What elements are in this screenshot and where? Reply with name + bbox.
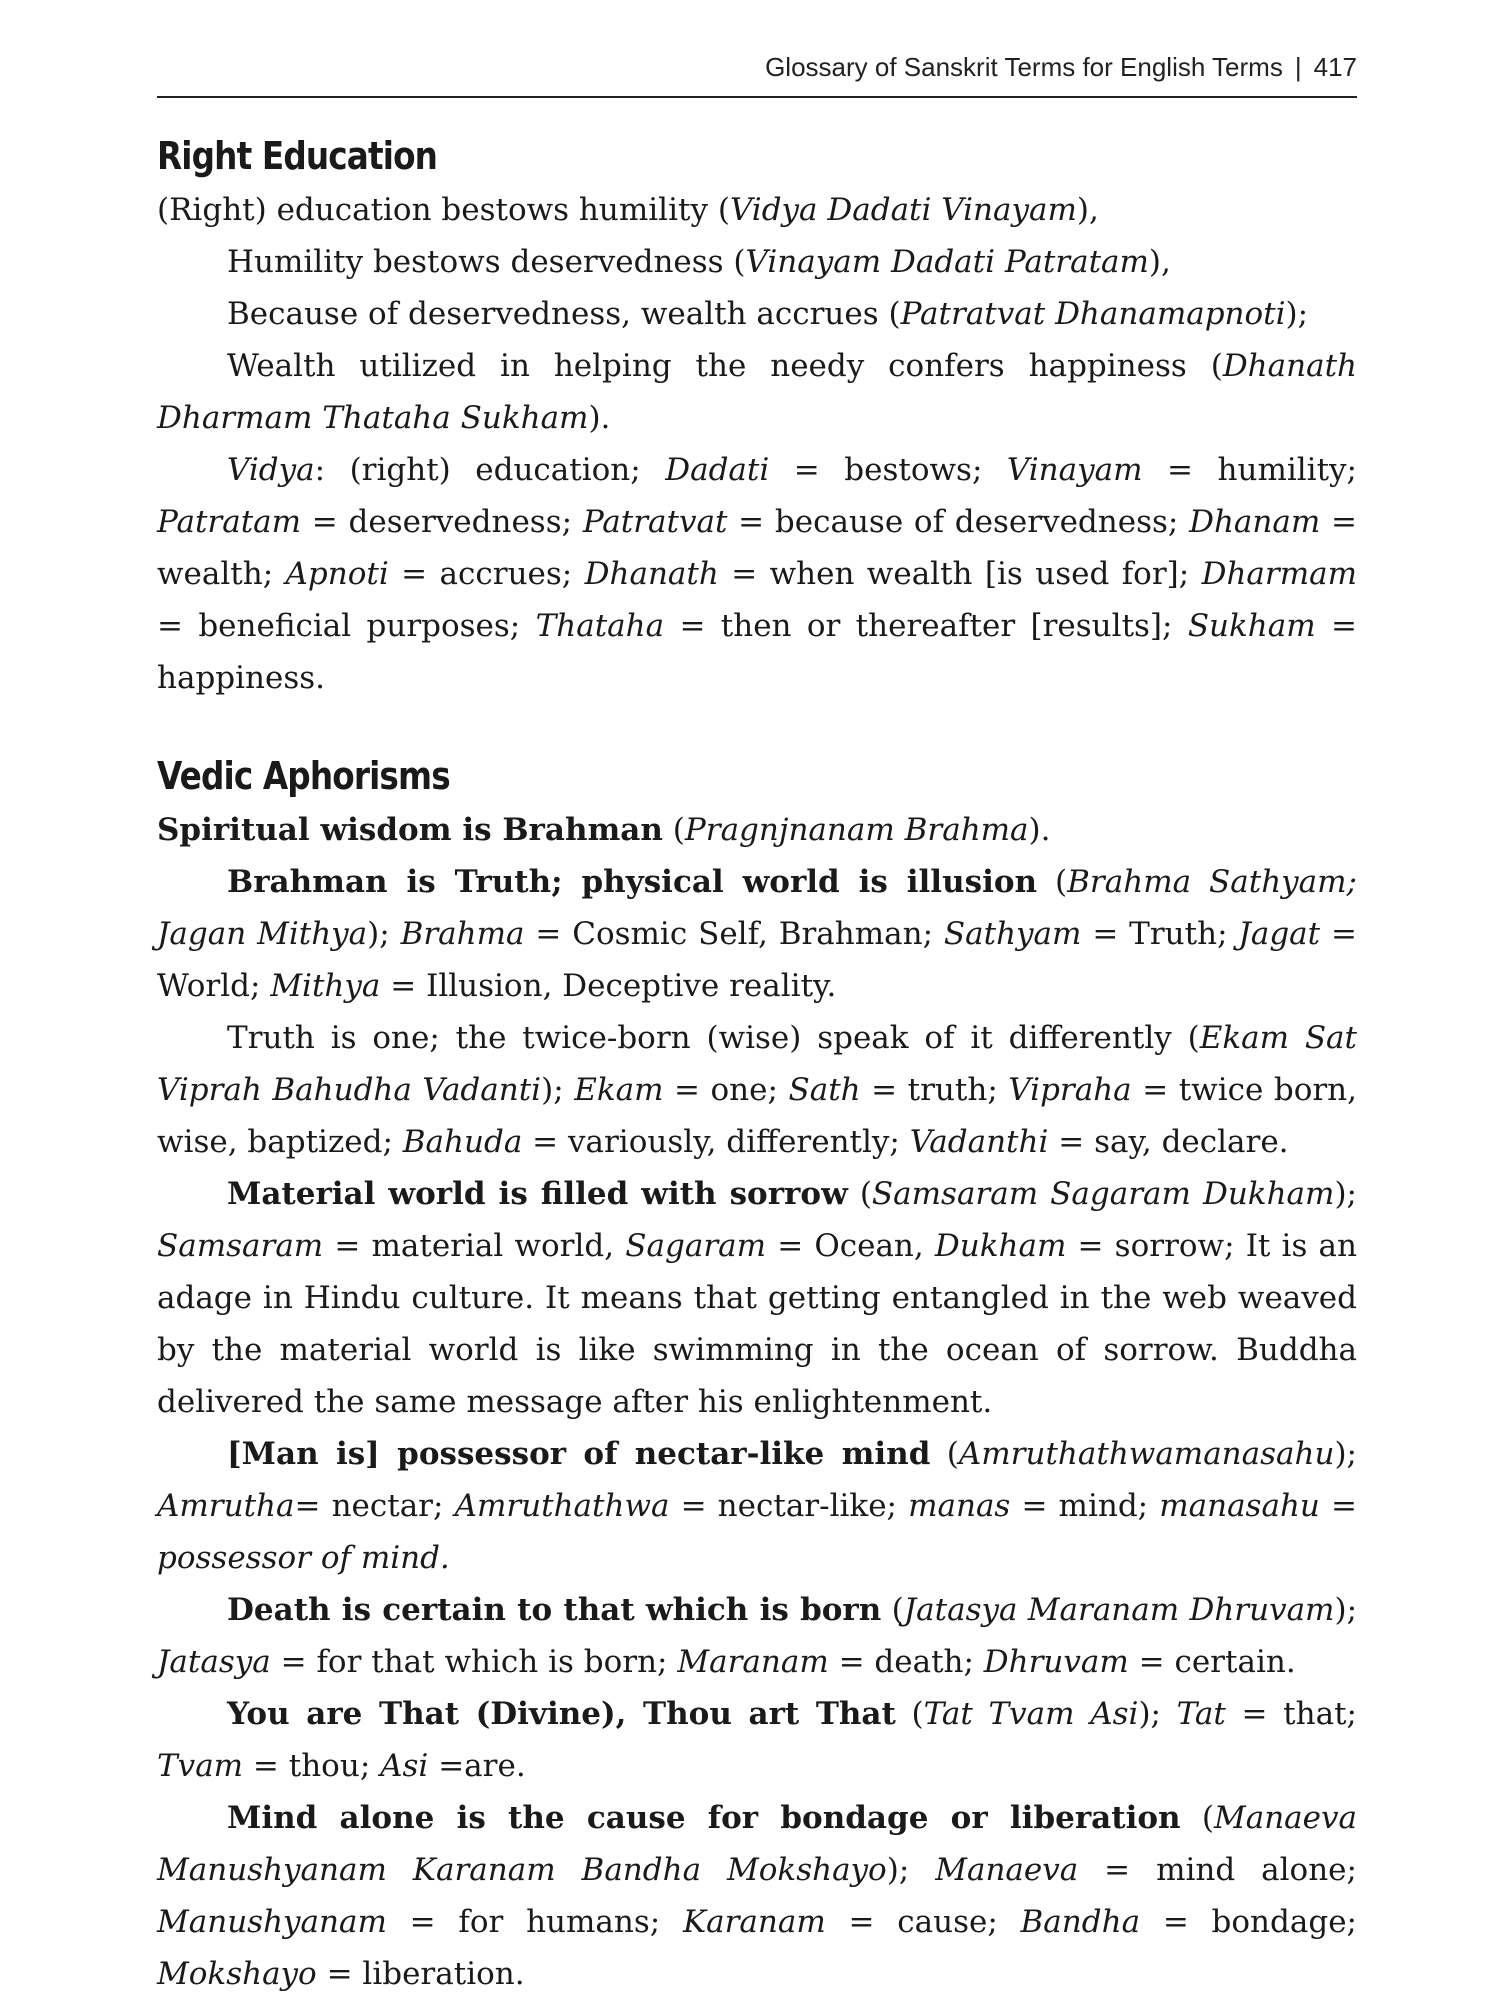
- glossary-paragraph: Vidya: (right) education; Dadati = bestows; Vinayam = humility; Patratam = deservedness; Patratvat = because of deservedness; Dhanam = wealth; Apnoti = accrues; Dhanath = when wealth [is used for]; Dharmam = beneficial purposes; Thataha = then or thereafter [results]; Sukham = happiness.: [157, 452, 1357, 696]
- verse-line-1: (Right) education bestows humility (Vidya Dadati Vinayam),: [157, 192, 1099, 228]
- running-header: [157, 52, 1357, 83]
- header-title: Glossary of Sanskrit Terms for English Terms: [765, 52, 1283, 82]
- page-number: 417: [1313, 52, 1357, 82]
- section-heading-vedic-aphorisms: Vedic Aphorisms: [157, 754, 450, 798]
- aphorism-4: Material world is filled with sorrow (Samsaram Sagaram Dukham); Samsaram = material world, Sagaram = Ocean, Dukham = sorrow; It is an adage in Hindu culture. It means that getting entangled in the web weaved by the material world is like swimming in the ocean of sorrow. Buddha delivered the same message after his enlightenment.: [157, 1176, 1357, 1420]
- verse-line-3: Because of deservedness, wealth accrues (Patratvat Dhanamapnoti);: [227, 296, 1309, 332]
- section-heading-right-education: Right Education: [157, 134, 438, 178]
- aphorism-8: Mind alone is the cause for bondage or liberation (Manaeva Manushyanam Karanam Bandha Mokshayo); Manaeva = mind alone; Manushyanam = for humans; Karanam = cause; Bandha = bondage; Mokshayo = liberation.: [157, 1800, 1357, 1992]
- aphorism-2: Brahman is Truth; physical world is illusion (Brahma Sathyam; Jagan Mithya); Brahma = Cosmic Self, Brahman; Sathyam = Truth; Jagat = World; Mithya = Illusion, Deceptive reality.: [157, 864, 1358, 1004]
- aphorism-5: [Man is] possessor of nectar-like mind (Amruthathwamanasahu); Amrutha= nectar; Amruthathwa = nectar-like; manas = mind; manasahu = possessor of mind.: [157, 1436, 1357, 1576]
- page-body: [157, 128, 1357, 2000]
- verse-line-4: Wealth utilized in helping the needy confers happiness (Dhanath Dharmam Thataha Sukham).: [157, 348, 1357, 436]
- aphorism-1: Spiritual wisdom is Brahman (Pragnjnanam Brahma).: [157, 812, 1051, 848]
- aphorism-6: Death is certain to that which is born (Jatasya Maranam Dhruvam); Jatasya = for that which is born; Maranam = death; Dhruvam = certain.: [157, 1592, 1358, 1680]
- aphorism-7: You are That (Divine), Thou art That (Tat Tvam Asi); Tat = that; Tvam = thou; Asi =are.: [157, 1696, 1357, 1784]
- aphorism-3: Truth is one; the twice-born (wise) speak of it differently (Ekam Sat Viprah Bahudha Vadanti); Ekam = one; Sath = truth; Vipraha = twice born, wise, baptized; Bahuda = variously, differently; Vadanthi = say, declare.: [157, 1020, 1357, 1160]
- header-rule: [157, 96, 1357, 98]
- verse-line-2: Humility bestows deservedness (Vinayam Dadati Patratam),: [227, 244, 1171, 280]
- header-separator: |: [1294, 52, 1302, 82]
